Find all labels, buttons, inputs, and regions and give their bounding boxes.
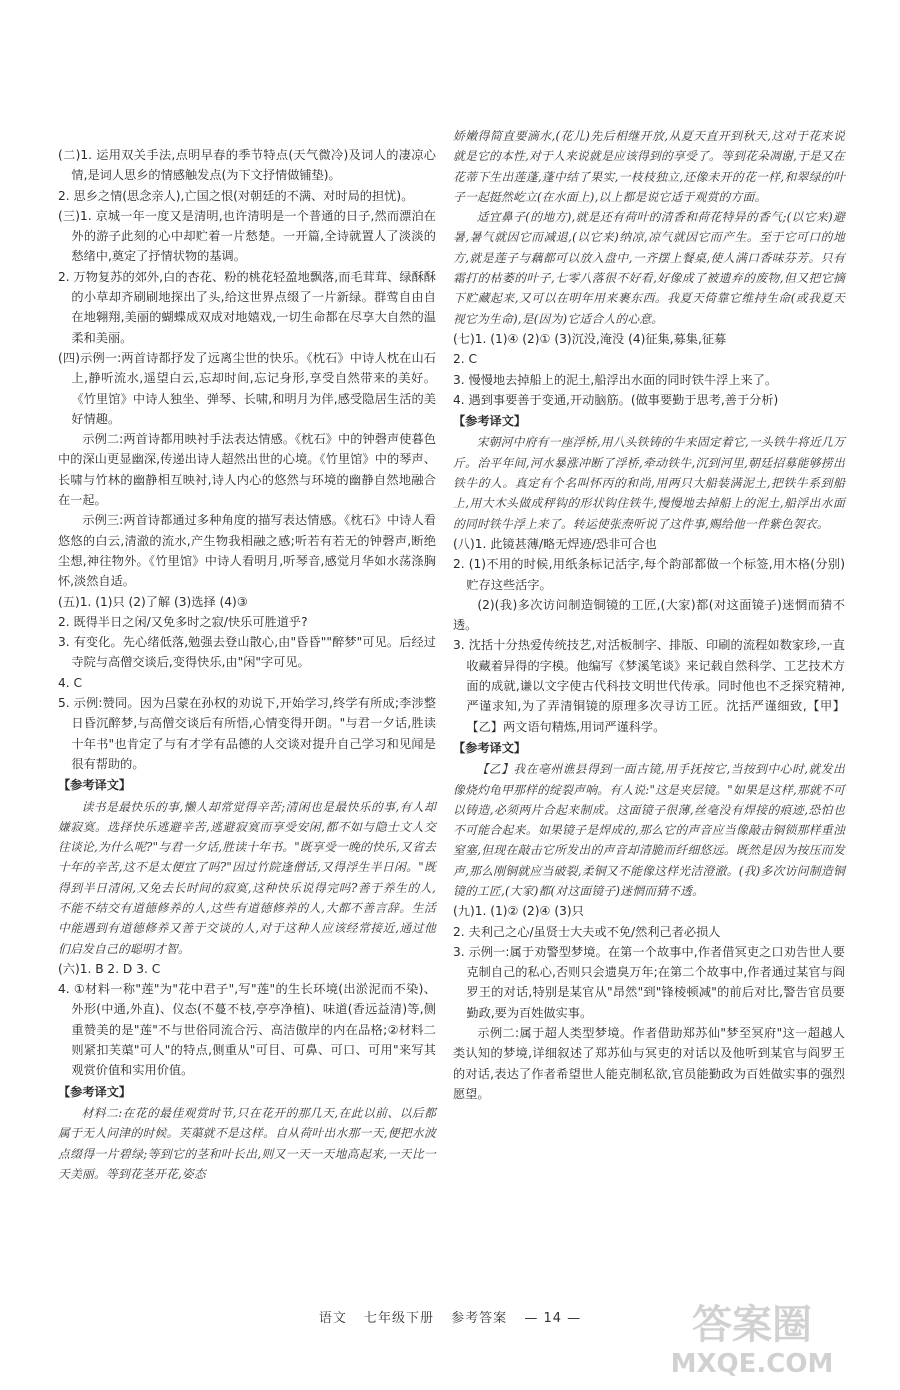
right-paragraph: (七)1. (1)④ (2)① (3)沉没,淹没 (4)征集,募集,征募 [453,331,727,346]
right-paragraph: 3. 示例一:属于劝警型梦境。在第一个故事中,作者借冥吏之口劝告世人要克制自己的私心,否则只会遗臭万年;在第二个故事中,作者通过某官与阎罗王的对话,特别是某官从"昂然"到"锋棱顿减"的前后对比,警告官员要勤政,要为百姓做实事。 [453,944,845,1020]
right-paragraph: (九)1. (1)② (2)④ (3)只 [453,904,584,919]
right-paragraph: 2. (1)不用的时候,用纸条标记活字,每个韵部都做一个标签,用木格(分别)贮存这些活字。 [453,557,845,592]
footer-grade: 七年级下册 [364,1311,435,1326]
right-paragraph: 宋朝河中府有一座浮桥,用八头铁铸的牛来固定着它,一头铁牛将近几万斤。治平年间,河水暴涨冲断了浮桥,牵动铁牛,沉到河里,朝廷招募能够捞出铁牛的人。真定有个名叫怀丙的和尚,用两只大船装满泥土,把铁牛系到船上,用大木头做成秤钩的形状钩住铁牛,慢慢地去掉船上的泥土,船浮出水面的同时铁牛浮上来了。转运使张焘听说了这件事,赐给他一件紫色袈衣。 [453,435,845,531]
left-paragraph: 示例二:两首诗都用映衬手法表达情感。《枕石》中的钟磬声使暮色中的深山更显幽深,传递出诗人超然出世的心境。《竹里馆》中的琴声、长啸与竹林的幽静相互映衬,诗人内心的悠然与环境的幽静自然地融合在一起。 [58,432,436,508]
left-paragraph: (六)1. B 2. D 3. C [58,961,161,976]
right-column [453,126,845,1104]
right-paragraph: 【参考译文】 [453,740,527,755]
left-paragraph: 材料二:在花的最佳观赏时节,只在花开的那几天,在此以前、以后都属于无人问津的时候。芙蕖就不是这样。自从荷叶出水那一天,便把水波点缀得一片碧绿;等到它的茎和叶长出,则又一天一天地高起来,一天比一天美丽。等到花茎开花,姿态 [58,1105,436,1181]
right-paragraph: 【乙】我在亳州谯县得到一面古镜,用手抚按它,当按到中心时,就发出像烧灼龟甲那样的绽裂声响。有人说:"这是夹层镜。"如果是这样,那就不可以铸造,必须两片合起来制成。这面镜子很薄,丝毫没有焊接的痕迹,恐怕也不可能合起来。如果镜子是焊成的,那么它的声音应当像敲击铜锁那样重浊窒塞,但现在敲击它所发出的声音却清脆而纤细悠远。既然是因为按压而发声,那么刚铜就应当破裂,柔铜又不能像这样光洁澄澈。(我)多次访问制造铜镜的工匠,(大家)都(对这面镜子)迷惘而猜不透。 [453,762,845,898]
watermark-logo [632,1290,872,1380]
left-paragraph: 【参考译文】 [58,778,132,793]
left-paragraph: 【参考译文】 [58,1084,132,1099]
right-paragraph: 【参考译文】 [453,414,527,429]
right-paragraph: 4. 遇到事要善于变通,开动脑筋。(做事要勤于思考,善于分析) [453,392,779,407]
left-paragraph: 4. C [58,675,83,690]
left-paragraph: 3. 有变化。先心绪低落,勉强去登山散心,由"昏昏""醉梦"可见。后经过寺院与高僧交谈后,变得快乐,由"闲"字可见。 [58,635,436,670]
left-paragraph: (五)1. (1)只 (2)了解 (3)选择 (4)③ [58,594,248,609]
right-paragraph: 3. 慢慢地去掉船上的泥土,船浮出水面的同时铁牛浮上来了。 [453,372,778,387]
right-paragraph: (八)1. 此镜甚薄/略无焊迹/恐非可合也 [453,536,657,551]
watermark-domain: MXQE.COM [670,1349,834,1379]
left-column [58,145,436,1184]
footer-subject: 语文 [318,1311,347,1326]
left-paragraph: 2. 既得半日之闲/又免多时之寂/快乐可胜道乎? [58,614,308,629]
right-paragraph: 3. 沈括十分热爱传统技艺,对活板制字、排版、印刷的流程如数家珍,一直收藏着异得的字模。他编写《梦溪笔谈》来记载自然科学、工艺技术方面的成就,谦以文字使古代科技文明世代传承。同时他也不乏探究精神,严谨求知,为了弄清铜镜的原理多次寻访工匠。沈括严谨细致,【甲】【乙】两文语句精炼,用词严谨科学。 [453,638,845,734]
left-paragraph: (二)1. 运用双关手法,点明早春的季节特点(天气微冷)及词人的凄凉心情,是词人思乡的情感触发点(为下文抒情做铺垫)。 [58,148,436,183]
footer-label: 参考答案 [451,1311,508,1326]
left-paragraph: 4. ①材料一称"莲"为"花中君子",写"莲"的生长环境(出淤泥而不染)、外形(中通,外直)、仪态(不蔓不枝,亭亭净植)、味道(香远益清)等,侧重赞美的是"莲"不与世俗同流合污、高洁傲岸的内在品格;②材料二则紧扣芙蕖"可人"的特点,侧重从"可目、可鼻、可口、可用"来写其观赏价值和实用价值。 [58,982,436,1078]
right-paragraph: 2. 夫利己之心/虽贤士大夫或不免/然利己者必损人 [453,924,721,939]
left-paragraph: 5. 示例:赞同。因为吕蒙在孙权的劝说下,开始学习,终学有所成;李涉整日昏沉醉梦,与高僧交谈后有所悟,心情变得开朗。"与君一夕话,胜读十年书"也肯定了与有才学有品德的人交谈对提升自己学习和见闻是很有帮助的。 [58,696,436,771]
watermark-text: 答案圈 [692,1302,812,1348]
left-paragraph: 2. 思乡之情(思念亲人),亡国之恨(对朝廷的不满、对时局的担忧)。 [58,188,414,203]
left-paragraph: 示例三:两首诗都通过多种角度的描写表达情感。《枕石》中诗人看悠悠的白云,清澈的流水,产生物我相融之感;听若有若无的钟磬声,断绝尘想,神往物外。《竹里馆》中诗人看明月,听琴音,感觉月华如水荡涤胸怀,淡然自适。 [58,513,436,589]
left-paragraph: (四)示例一:两首诗都抒发了远离尘世的快乐。《枕石》中诗人枕在山石上,静听流水,遥望白云,忘却时间,忘记身形,享受自然带来的美好。《竹里馆》中诗人独坐、弹琴、长啸,和明月为伴,感受隐居生活的美好情趣。 [58,350,436,426]
right-paragraph: (2)(我)多次访问制造铜镜的工匠,(大家)都(对这面镜子)迷惘而猜不透。 [453,597,845,633]
left-paragraph: 2. 万物复苏的郊外,白的杏花、粉的桃花轻盈地飘落,而毛茸茸、绿酥酥的小草却齐刷刷地探出了头,给这世界点缀了一片新绿。群莺自由自在地翱翔,美丽的蝴蝶成双成对地嬉戏,一切生命都在尽享大自然的温柔和美丽。 [58,269,436,345]
left-paragraph: (三)1. 京城一年一度又是清明,也许清明是一个普通的日子,然而漂泊在外的游子此刻的心中却贮着一片愁楚。一开篇,全诗就置人了淡淡的愁绪中,奠定了抒情状物的基调。 [58,208,436,264]
right-paragraph: 娇嫩得简直要滴水,(花儿)先后相继开放,从夏天直开到秋天,这对于花来说就是它的本性,对于人来说就是应该得到的享受了。等到花朵凋谢,于是又在花蒂下生出莲蓬,蓬中结了果实,一枝枝独立,还像未开的花一样,和翠绿的叶子一起挺然屹立(在水面上),以上都是说它适于观赏的方面。 [453,129,845,204]
right-paragraph: 适宜鼻子(的地方),就是还有荷叶的清香和荷花特异的香气;(以它来)避暑,暑气就因它而减退,(以它来)纳凉,凉气就因它而产生。至于它可口的地方,就是莲子与藕都可以放入盘中,一齐摆上餐桌,使人满口香味芬芳。只有霜打的枯萎的叶子,七零八落很不好看,好像成了被遗弃的废物,但又把它摘下贮藏起来,又可以在明年用来裹东西。我夏天倚靠它维持生命(或我夏天视它为生命),是(因为)它适合人的心意。 [453,210,845,326]
footer-page-number: — 14 — [524,1311,582,1326]
right-paragraph: 2. C [453,352,478,367]
right-paragraph: 示例二:属于超人类型梦境。作者借助郑苏仙"梦至冥府"这一超越人类认知的梦境,详细叙述了郑苏仙与冥吏的对话以及他听到某官与阎罗王的对话,表达了作者希望世人能克制私欲,官员能勤政为百姓做实事的强烈愿望。 [453,1026,845,1101]
left-paragraph: 读书是最快乐的事,懒人却常觉得辛苦;清闲也是最快乐的事,有人却嫌寂寞。选择快乐逃避辛苦,逃避寂寞而享受安闲,都不如与隐士文人交往谈论,为什么呢?"与君一夕话,胜读十年书。"既享受一晚的快乐,又省去十年的辛苦,这不是太便宜了吗?"因过竹院逢僧话,又得浮生半日闲。"既得到半日清闲,又免去长时间的寂寞,这种快乐说得完吗?善于养生的人,不能不结交有道德修养的人,这些有道德修养的人,大都不善言辞。生活中能遇到有道德修养又善于交谈的人,对于这种人应该经常接近,通过他们启发自己的聪明才智。 [58,799,436,956]
